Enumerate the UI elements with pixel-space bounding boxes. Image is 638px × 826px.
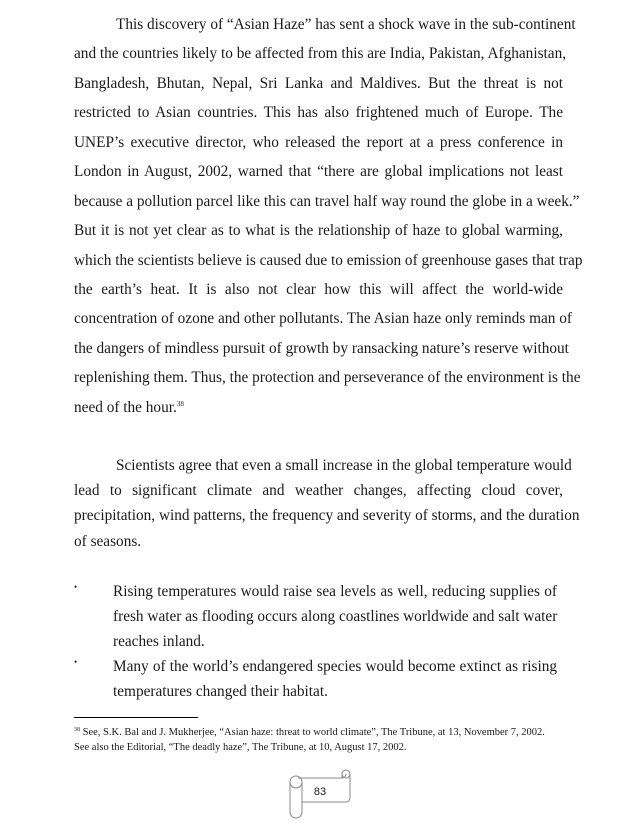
text-line: the dangers of mindless pursuit of growth by ransacking nature’s reserve without (74, 339, 569, 357)
paragraph-scientists (74, 453, 580, 554)
text-line: Rising temperatures would raise sea levels as well, reducing supplies of (113, 583, 557, 600)
footnote-number: 38 (74, 727, 80, 733)
text-line-content: need of the hour. (74, 398, 177, 416)
text-line: of seasons. (74, 532, 142, 550)
text-line: UNEP’s executive director, who released the report at a press conference in (74, 133, 563, 151)
footnote-reference[interactable]: 38 (176, 399, 184, 408)
footnote-line (74, 725, 545, 740)
text-line (74, 393, 563, 422)
bullet-item (113, 579, 557, 655)
text-line: the earth’s heat. It is also not clear how this will affect the world-wide (74, 280, 563, 298)
footnote-text: See, S.K. Bal and J. Mukherjee, “Asian haze: threat to world climate”, The Tribune, at 13, November 7, 2002. (82, 727, 545, 738)
bullet-icon: • (74, 657, 78, 667)
bullet-item (113, 654, 557, 704)
text-line: fresh water as flooding occurs along coastlines worldwide and salt water (113, 608, 558, 626)
text-line: precipitation, wind patterns, the frequency and severity of storms, and the duration (74, 507, 580, 525)
text-line: This discovery of “Asian Haze” has sent a shock wave in the sub-continent (116, 16, 576, 33)
paragraph-asian-haze (74, 10, 583, 422)
text-line: because a pollution parcel like this can travel half way round the globe in a week.” (74, 192, 580, 210)
footnote (74, 725, 545, 755)
text-line: concentration of ozone and other pollutants. The Asian haze only reminds man of (74, 310, 572, 328)
page-number: 83 (313, 786, 327, 798)
footnote-line: See also the Editorial, “The deadly haze”, The Tribune, at 10, August 17, 2002. (74, 742, 407, 753)
text-line: replenishing them. Thus, the protection and perseverance of the environment is the (74, 369, 581, 387)
text-line: Many of the world’s endangered species would become extinct as rising (113, 658, 557, 675)
text-line: restricted to Asian countries. This has also frightened much of Europe. The (74, 104, 563, 122)
text-line: But it is not yet clear as to what is the relationship of haze to global warming, (74, 222, 563, 240)
text-line: London in August, 2002, warned that “there are global implications not least (74, 163, 563, 181)
text-line: Bangladesh, Bhutan, Nepal, Sri Lanka and Maldives. But the threat is not (74, 74, 563, 92)
text-line: lead to significant climate and weather changes, affecting cloud cover, (74, 482, 563, 500)
text-line: Scientists agree that even a small increase in the global temperature would (116, 457, 572, 474)
footnote-separator (74, 717, 198, 718)
text-line: and the countries likely to be affected from this are India, Pakistan, Afghanistan, (74, 45, 567, 63)
text-line: which the scientists believe is caused due to emission of greenhouse gases that trap (74, 251, 583, 269)
text-line: temperatures changed their habitat. (113, 683, 328, 701)
bullet-icon: • (74, 582, 78, 592)
text-line: reaches inland. (113, 633, 205, 651)
